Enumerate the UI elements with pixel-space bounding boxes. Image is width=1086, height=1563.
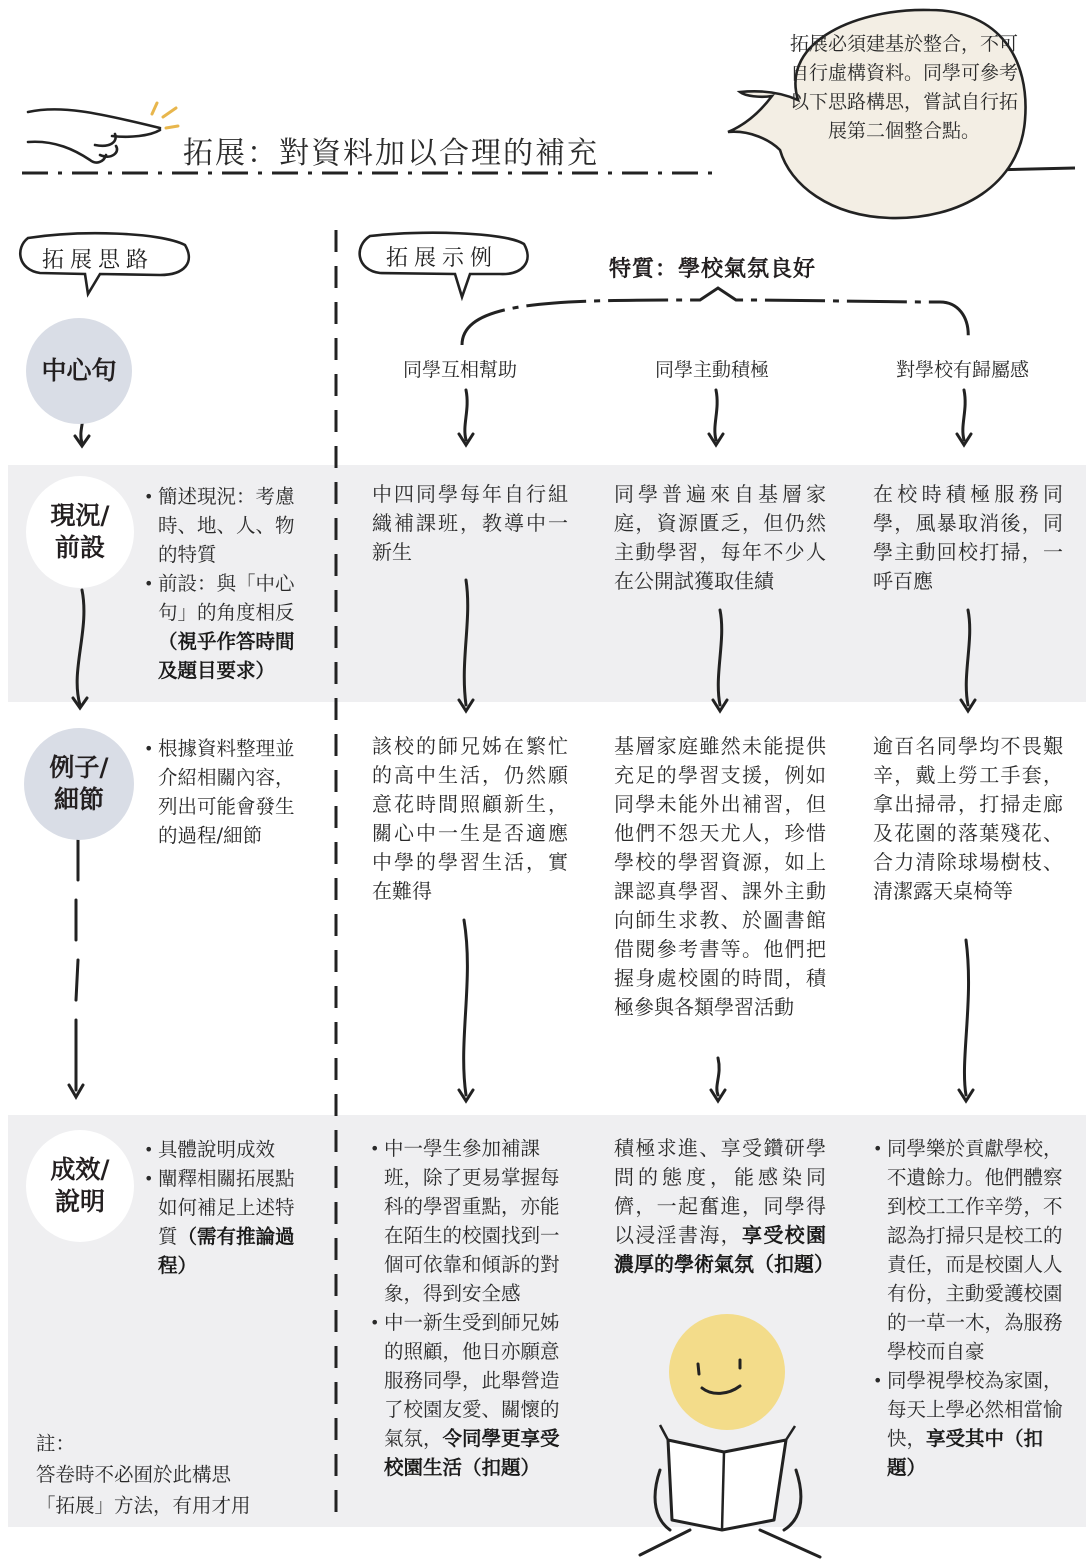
column-heading-2: 同學主動積極 bbox=[655, 359, 770, 381]
example-circle bbox=[24, 728, 134, 840]
premise-label-1: 現況/ bbox=[50, 501, 110, 530]
footnote-line-1: 註： bbox=[36, 1432, 76, 1455]
example-label-2: 細節 bbox=[53, 785, 104, 814]
effect-label-2: 說明 bbox=[54, 1187, 105, 1216]
list-item: • 根據資料整理並介紹相關內容，列出可能會發生的過程/細節 bbox=[144, 734, 304, 850]
premise-col1-text: 中四同學每年自行組織補課班，教導中一新生 bbox=[372, 482, 568, 564]
premise-circle bbox=[26, 476, 134, 588]
left-tag: 拓展思路 bbox=[42, 248, 155, 273]
effect-col1-list bbox=[370, 1134, 570, 1482]
premise-col3-text: 在校時積極服務同學，風暴取消後，同學主動回校打掃，一呼百應 bbox=[873, 482, 1063, 593]
reading-character-icon bbox=[640, 1314, 820, 1557]
pointing-hand-icon bbox=[28, 109, 160, 162]
footnote bbox=[36, 1428, 251, 1521]
example-label-1: 例子/ bbox=[49, 753, 109, 782]
premise-guide-list bbox=[144, 482, 304, 685]
footnote-line-3: 「拓展」方法，有用才用 bbox=[36, 1494, 251, 1517]
column-heading-3: 對學校有歸屬感 bbox=[896, 359, 1030, 381]
example-col3-text: 逾百名同學均不畏艱辛，戴上勞工手套，拿出掃帚，打掃走廊及花園的落葉殘花、合力清除球場樹枝、清潔露天桌椅等 bbox=[873, 734, 1063, 903]
example-col1-text: 該校的師兄姊在繁忙的高中生活，仍然願意花時間照顧新生，關心中一生是否適應中學的學習生活，實在難得 bbox=[372, 734, 568, 903]
right-tag: 拓展示例 bbox=[386, 246, 499, 271]
list-item: • 中一新生受到師兄姊的照顧，他日亦願意服務同學，此舉營造了校園友愛、關懷的氣氛，令同學更享受校園生活（扣題） bbox=[370, 1308, 570, 1482]
list-item: • 前設：與「中心句」的角度相反（視乎作答時間及題目要求） bbox=[144, 569, 304, 685]
premise-label-2: 前設 bbox=[54, 533, 105, 562]
list-item: • 闡釋相關拓展點如何補足上述特質（需有推論過程） bbox=[144, 1164, 304, 1280]
effect-circle bbox=[26, 1130, 134, 1242]
list-item: • 簡述現況：考慮時、地、人、物的特質 bbox=[144, 482, 304, 569]
list-item: • 同學樂於貢獻學校，不遺餘力。他們體察到校工工作辛勞，不認為打掃只是校工的責任，而是校園人人有份，主動愛護校園的一草一木，為服務學校而自豪 bbox=[873, 1134, 1065, 1366]
list-item: • 具體說明成效 bbox=[144, 1135, 304, 1164]
example-guide-list bbox=[144, 734, 304, 850]
list-item: • 同學視學校為家園，每天上學必然相當愉快，享受其中（扣題） bbox=[873, 1366, 1065, 1482]
effect-guide-list bbox=[144, 1135, 304, 1280]
center-sentence-circle bbox=[26, 318, 132, 424]
effect-col3-list bbox=[873, 1134, 1065, 1482]
column-heading-1: 同學互相幫助 bbox=[403, 359, 518, 381]
speech-bubble-text: 拓展必須建基於整合，不可自行虛構資料。同學可參考以下思路構思，嘗試自行拓展第二個整合點。 bbox=[789, 33, 1018, 142]
example-col2-text: 基層家庭雖然未能提供充足的學習支援，例如同學未能外出補習，但他們不怨天尤人，珍惜學校的學習資源，如上課認真學習、課外主動向師生求教、於圖書館借閱參考書等。他們把握身處校園的時間，積極參與各類學習活動 bbox=[614, 734, 826, 1019]
effect-col2-text: 積極求進、享受鑽研學問的態度，能感染同儕，一起奮進，同學得以浸淫書海，享受校園濃厚的學術氣氛（扣題） bbox=[614, 1136, 834, 1276]
footnote-line-2: 答卷時不必囿於此構思 bbox=[36, 1463, 232, 1486]
trait-heading: 特質：學校氣氛良好 bbox=[609, 257, 817, 282]
effect-label-1: 成效/ bbox=[50, 1155, 110, 1184]
list-item: • 中一學生參加補課班，除了更易掌握每科的學習重點，亦能在陌生的校園找到一個可依靠和傾訴的對象，得到安全感 bbox=[370, 1134, 570, 1308]
premise-col2-text: 同學普遍來自基層家庭，資源匱乏，但仍然主動學習，每年不少人在公開試獲取佳績 bbox=[614, 482, 826, 593]
center-sentence-label: 中心句 bbox=[41, 356, 117, 385]
page-title: 拓展：對資料加以合理的補充 bbox=[183, 136, 599, 171]
